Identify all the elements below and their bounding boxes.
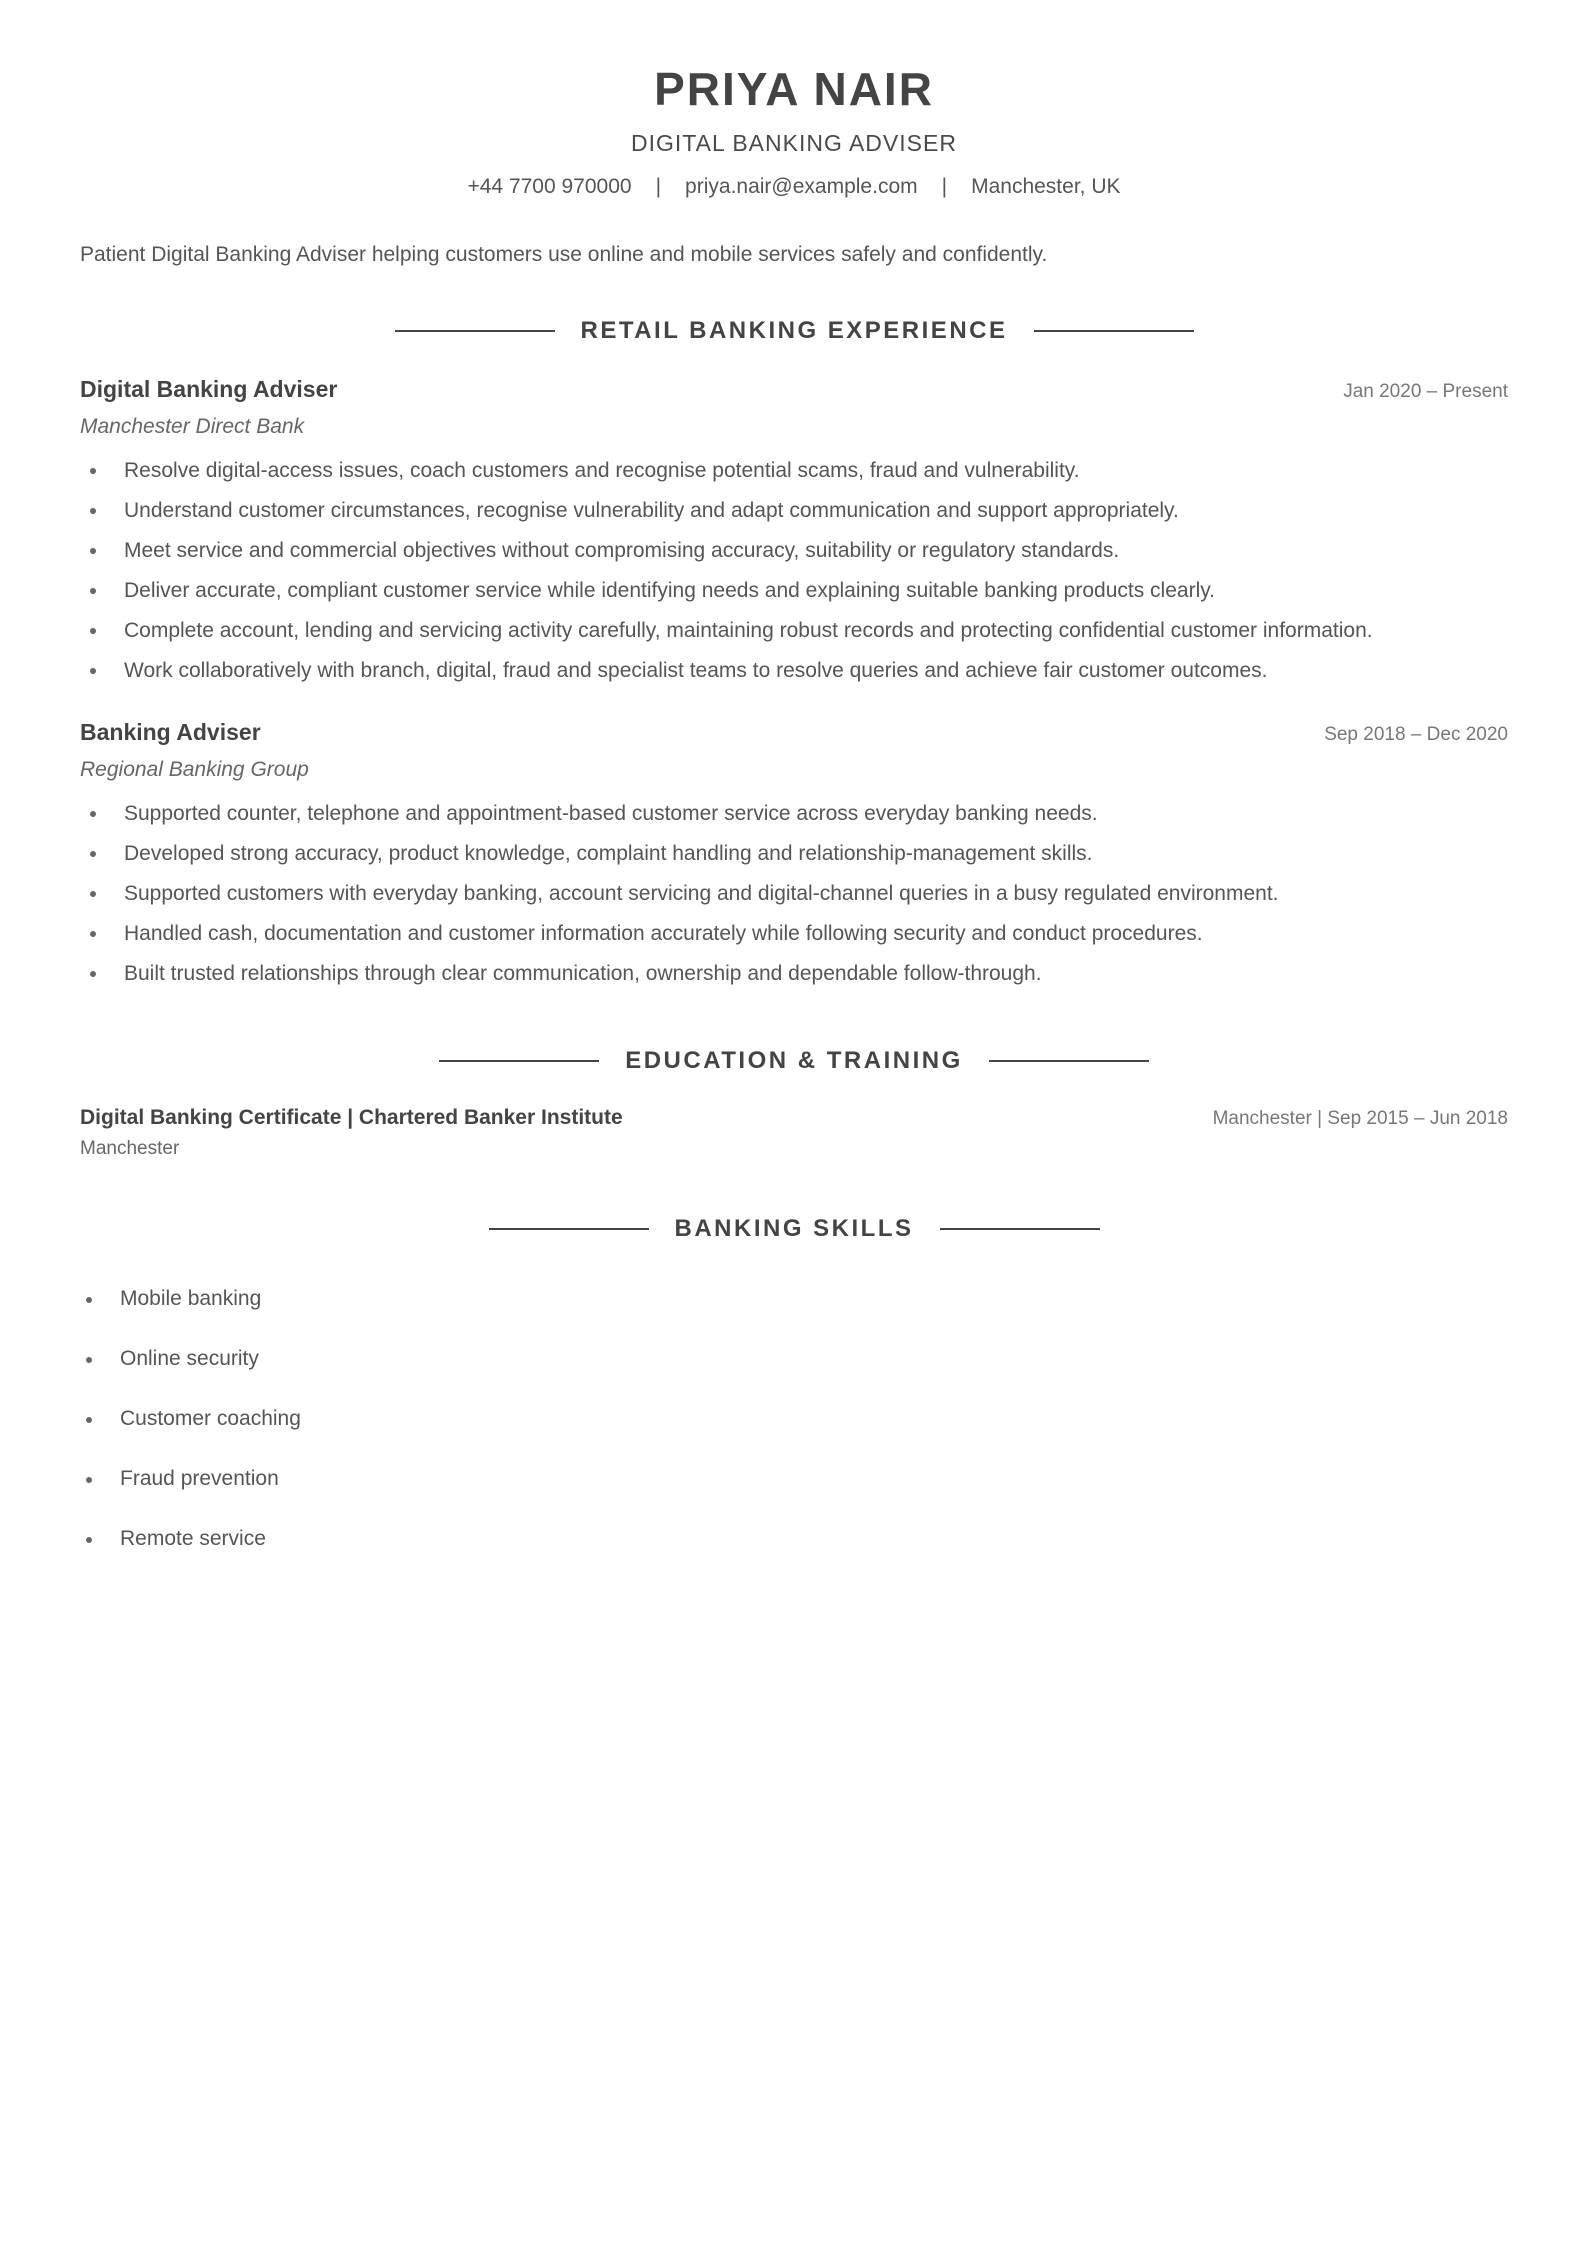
job-header: [80, 717, 1508, 748]
job-title: Banking Adviser: [80, 719, 261, 745]
bullet-text: Complete account, lending and servicing activity carefully, maintaining robust records and protecting confidential customer information.: [124, 619, 1373, 642]
skills-heading: [80, 1214, 1508, 1244]
contact-phone: +44 7700 970000: [467, 175, 632, 198]
job-company: Regional Banking Group: [80, 758, 309, 781]
job-bullet: [80, 451, 1508, 491]
job-bullet: [80, 914, 1508, 954]
job-bullet: [80, 491, 1508, 531]
job-company: Manchester Direct Bank: [80, 415, 305, 438]
bullet-dot-icon: [90, 851, 96, 857]
job-bullet: [80, 874, 1508, 914]
bullet-text: Work collaboratively with branch, digital, fraud and specialist teams to resolve queries and achieve fair customer outcomes.: [124, 659, 1268, 682]
heading-rule-right: [940, 1228, 1100, 1230]
bullet-text: Supported customers with everyday banking, account servicing and digital-channel queries in a busy regulated environment.: [124, 882, 1279, 905]
bullet-text: Resolve digital-access issues, coach customers and recognise potential scams, fraud and vulnerability.: [124, 459, 1080, 482]
job-bullet: [80, 651, 1508, 691]
heading-rule-left: [439, 1060, 599, 1062]
job-bullet: [80, 611, 1508, 651]
education-location: Manchester: [80, 1138, 180, 1159]
bullet-dot-icon: [86, 1297, 92, 1303]
job-title: Digital Banking Adviser: [80, 376, 338, 402]
education-heading: [80, 1046, 1508, 1076]
heading-rule-right: [1034, 330, 1194, 332]
candidate-title: DIGITAL BANKING ADVISER: [631, 130, 957, 156]
skills-heading-text: BANKING SKILLS: [674, 1215, 914, 1242]
education-heading-text: EDUCATION & TRAINING: [625, 1047, 963, 1074]
skill-item: [80, 1464, 1508, 1494]
contact-location: Manchester, UK: [971, 175, 1121, 198]
bullet-dot-icon: [90, 971, 96, 977]
heading-rule-left: [395, 330, 555, 332]
skill-text: Mobile banking: [120, 1287, 262, 1310]
skills-list: [80, 1284, 1508, 1554]
job-bullets: [80, 794, 1508, 994]
job-entry: [80, 374, 1508, 691]
bullet-text: Built trusted relationships through clear communication, ownership and dependable follow-through.: [124, 962, 1042, 985]
bullet-dot-icon: [90, 811, 96, 817]
bullet-dot-icon: [90, 588, 96, 594]
education-location-dates: Manchester | Sep 2015 – Jun 2018: [1212, 1108, 1508, 1129]
experience-heading: [80, 316, 1508, 346]
bullet-dot-icon: [86, 1537, 92, 1543]
bullet-dot-icon: [86, 1357, 92, 1363]
skill-text: Remote service: [120, 1527, 266, 1550]
education-title: Digital Banking Certificate | Chartered Banker Institute: [80, 1106, 623, 1129]
professional-summary: Patient Digital Banking Adviser helping customers use online and mobile services safely and confidently.: [80, 243, 1048, 266]
bullet-text: Handled cash, documentation and customer information accurately while following security and conduct procedures.: [124, 922, 1203, 945]
job-header: [80, 374, 1508, 405]
skill-item: [80, 1404, 1508, 1434]
bullet-dot-icon: [90, 931, 96, 937]
bullet-dot-icon: [90, 548, 96, 554]
contact-separator: |: [941, 175, 948, 198]
bullet-dot-icon: [90, 468, 96, 474]
job-bullet: [80, 834, 1508, 874]
bullet-text: Supported counter, telephone and appointment-based customer service across everyday banking needs.: [124, 802, 1098, 825]
bullet-dot-icon: [90, 628, 96, 634]
job-bullet: [80, 954, 1508, 994]
education-entry: [80, 1104, 1508, 1162]
bullet-text: Deliver accurate, compliant customer service while identifying needs and explaining suitable banking products clearly.: [124, 579, 1216, 602]
bullet-dot-icon: [86, 1417, 92, 1423]
job-entry: [80, 717, 1508, 994]
contact-separator: |: [655, 175, 662, 198]
skill-item: [80, 1344, 1508, 1374]
job-bullet: [80, 794, 1508, 834]
bullet-dot-icon: [86, 1477, 92, 1483]
skill-text: Fraud prevention: [120, 1467, 279, 1490]
heading-rule-left: [489, 1228, 649, 1230]
bullet-text: Developed strong accuracy, product knowledge, complaint handling and relationship-management skills.: [124, 842, 1093, 865]
skill-text: Online security: [120, 1347, 259, 1370]
job-dates: Sep 2018 – Dec 2020: [1324, 724, 1508, 745]
education-header: [80, 1104, 1508, 1132]
bullet-text: Understand customer circumstances, recognise vulnerability and adapt communication and support appropriately.: [124, 499, 1179, 522]
bullet-dot-icon: [90, 891, 96, 897]
bullet-text: Meet service and commercial objectives without compromising accuracy, suitability or regulatory standards.: [124, 539, 1120, 562]
contact-line: [80, 172, 1508, 202]
skill-text: Customer coaching: [120, 1407, 301, 1430]
bullet-dot-icon: [90, 668, 96, 674]
candidate-name: PRIYA NAIR: [654, 63, 934, 115]
skill-item: [80, 1284, 1508, 1314]
contact-email: priya.nair@example.com: [685, 175, 918, 198]
job-bullets: [80, 451, 1508, 691]
experience-heading-text: RETAIL BANKING EXPERIENCE: [580, 317, 1008, 344]
skill-item: [80, 1524, 1508, 1554]
bullet-dot-icon: [90, 508, 96, 514]
heading-rule-right: [989, 1060, 1149, 1062]
job-bullet: [80, 531, 1508, 571]
job-dates: Jan 2020 – Present: [1343, 381, 1508, 402]
job-bullet: [80, 571, 1508, 611]
